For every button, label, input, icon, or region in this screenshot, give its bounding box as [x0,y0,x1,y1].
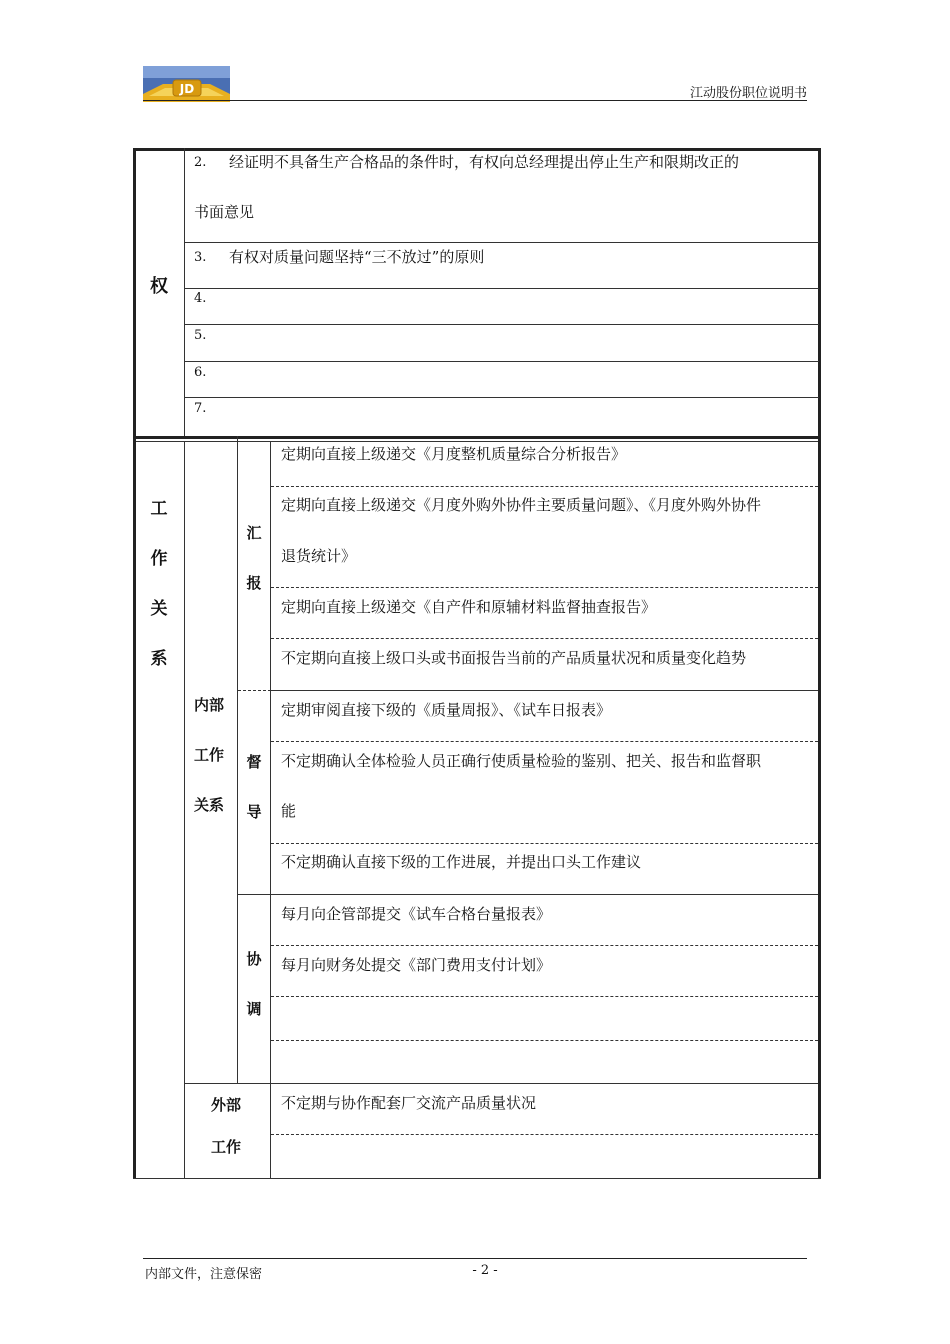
rights-label-divider [184,148,185,438]
coordinate-label-char: 协 [246,950,262,968]
group-divider [238,690,271,691]
row-divider [185,324,819,325]
column-divider [270,441,271,1179]
rights-item-number: 7. [194,401,207,416]
coordinate-item: 每月向企管部提交《试车合格台量报表》 [281,905,552,923]
page-number: - 2 - [472,1263,498,1278]
column-divider [237,436,238,1084]
supervise-item: 不定期确认全体检验人员正确行使质量检验的鉴别、把关、报告和监督职 [281,752,762,770]
work-relations-label-char: 关 [150,599,168,619]
rights-item-number: 5. [194,328,207,343]
table-left-border [133,436,136,1179]
external-relations-label: 工作 [211,1138,242,1156]
report-item: 定期向直接上级递交《自产件和原辅材料监督抽查报告》 [281,598,657,616]
supervise-item: 能 [281,802,297,820]
dashed-divider [271,945,818,946]
coordinate-label-char: 调 [246,1000,262,1018]
supervise-item: 定期审阅直接下级的《质量周报》、《试车日报表》 [281,701,612,719]
dashed-divider [271,1040,818,1041]
group-divider [238,894,818,895]
rights-item-number: 4. [194,291,207,306]
dashed-divider [271,996,818,997]
row-divider [185,242,819,243]
external-item: 不定期与协作配套厂交流产品质量状况 [281,1094,537,1112]
work-relations-label-char: 工 [150,499,168,519]
svg-text:JD: JD [179,82,195,96]
internal-relations-label: 工作 [194,746,225,764]
dashed-divider [271,486,818,487]
header-rule [143,100,807,101]
rights-item-text: 书面意见 [194,203,255,221]
table-right-border [818,148,821,438]
table-right-border [818,436,821,1179]
rights-item-number: 6. [194,365,207,380]
internal-relations-label: 内部 [194,696,225,714]
group-divider [271,690,818,691]
table-left-border [133,148,136,438]
row-divider [185,288,819,289]
dashed-divider [271,741,818,742]
row-divider [185,397,819,398]
table-top-border [133,148,821,151]
coordinate-item: 每月向财务处提交《部门费用支付计划》 [281,956,552,974]
supervise-label-char: 导 [246,803,262,821]
rights-item-text: 经证明不具备生产合格品的条件时，有权向总经理提出停止生产和限期改正的 [229,153,740,171]
report-label-char: 汇 [246,524,262,542]
report-item: 定期向直接上级递交《月度外购外协件主要质量问题》、《月度外购外协件 [281,496,762,514]
group-divider [185,1083,818,1084]
footer-rule [143,1258,807,1259]
dashed-divider [271,1134,818,1135]
internal-relations-label: 关系 [194,796,225,814]
rights-item-text: 有权对质量问题坚持“三不放过”的原则 [229,248,485,266]
work-relations-label-char: 系 [150,649,168,669]
rights-item-number: 3. [194,250,207,265]
report-item: 不定期向直接上级口头或书面报告当前的产品质量状况和质量变化趋势 [281,649,747,667]
report-item: 定期向直接上级递交《月度整机质量综合分析报告》 [281,445,627,463]
external-relations-label: 外部 [211,1096,242,1114]
company-logo [143,66,230,102]
header-title: 江动股份职位说明书 [689,86,807,101]
dashed-divider [271,587,818,588]
work-relations-label-char: 作 [150,549,168,569]
footer-confidential-note: 内部文件，注意保密 [145,1267,263,1282]
report-item: 退货统计》 [281,547,357,565]
rights-item-number: 2. [194,155,207,170]
supervise-label-char: 督 [246,753,262,771]
report-label-char: 报 [246,574,262,592]
row-divider [185,361,819,362]
table-bottom-border [133,1178,821,1179]
dashed-divider [271,843,818,844]
rights-label: 权 [150,276,168,297]
supervise-item: 不定期确认直接下级的工作进展，并提出口头工作建议 [281,853,642,871]
column-divider [184,441,185,1179]
dashed-divider [271,638,818,639]
